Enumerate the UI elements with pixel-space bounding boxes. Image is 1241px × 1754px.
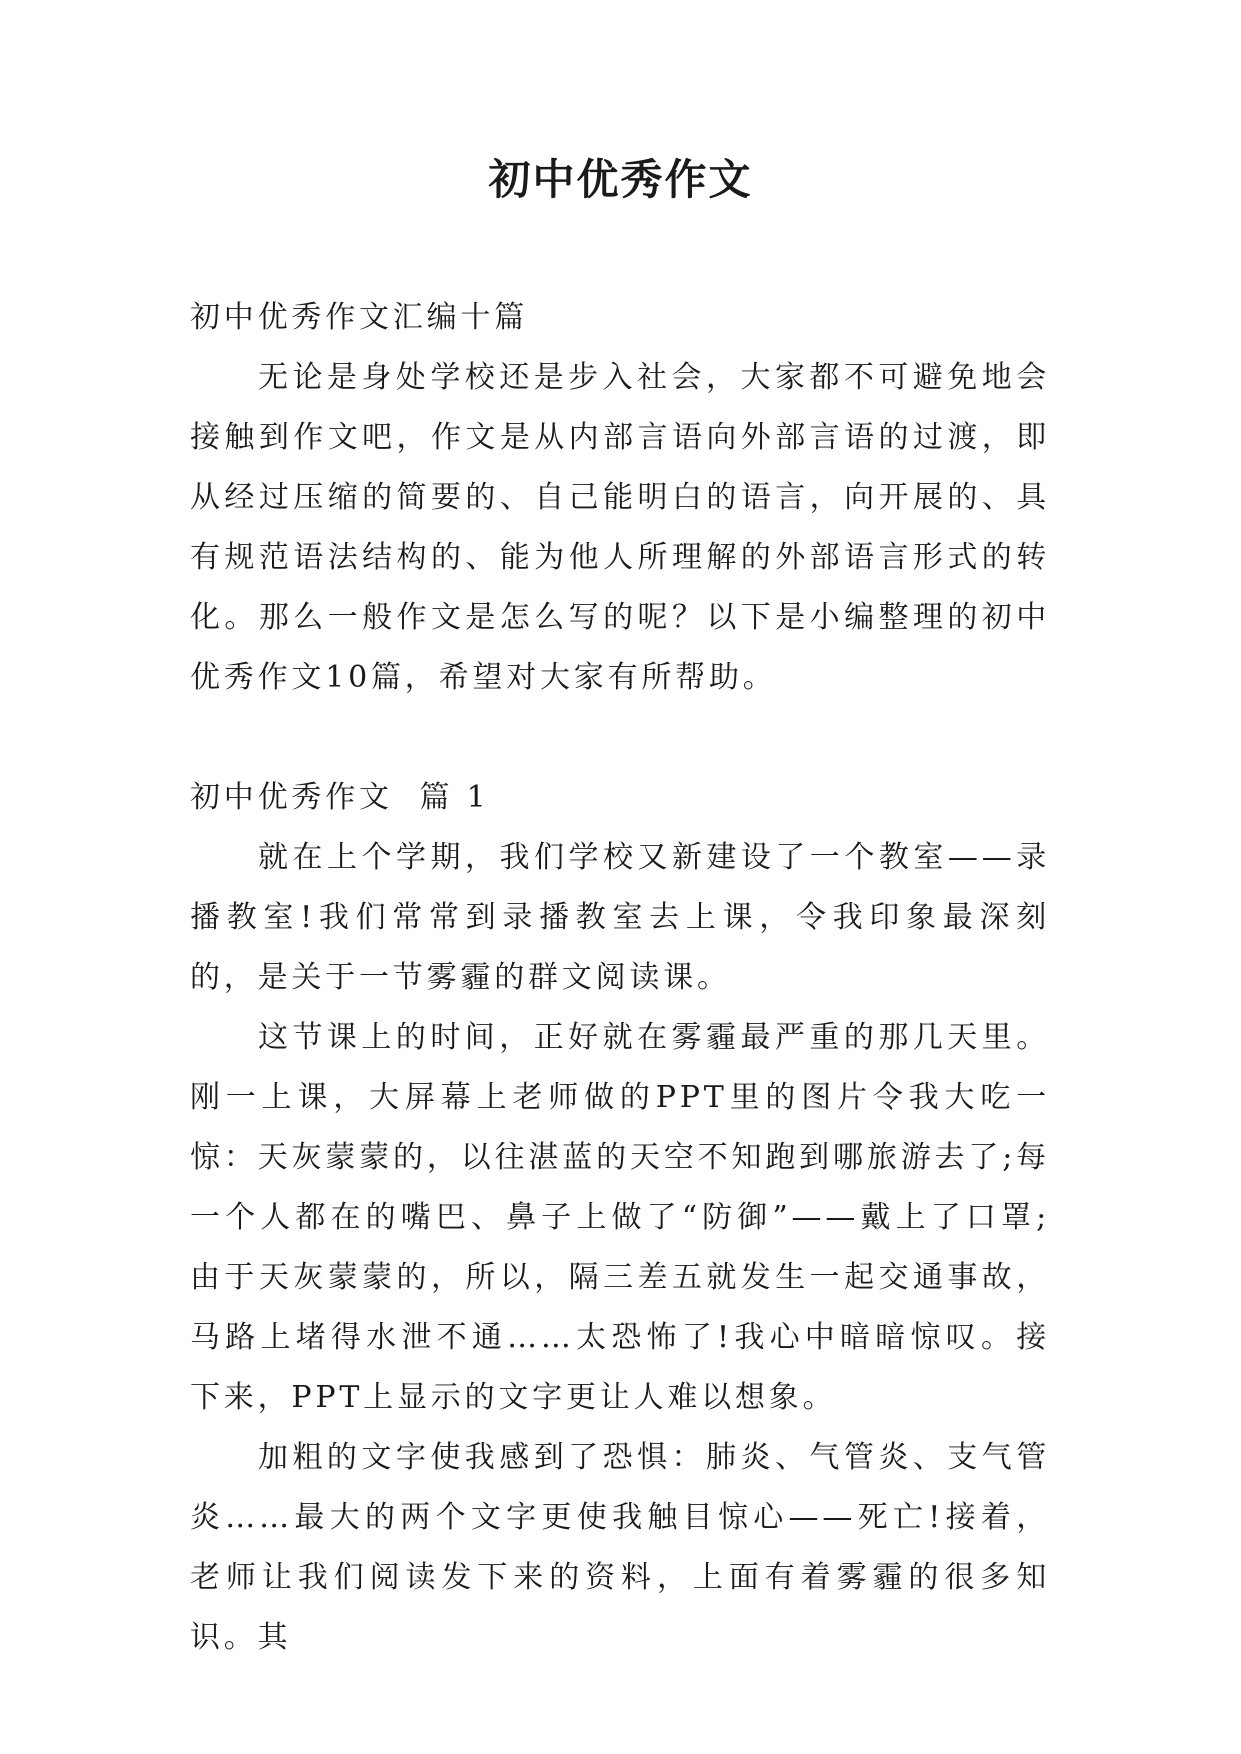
document-title: 初中优秀作文 (488, 155, 753, 204)
body-paragraph: 这节课上的时间，正好就在雾霾最严重的那几天里。刚一上课，大屏幕上老师做的PPT里的图片令我大吃一惊：天灰蒙蒙的，以往湛蓝的天空不知跑到哪旅游去了;每一个人都在的嘴巴、鼻子上做了“防御”——戴上了口罩;由于天灰蒙蒙的，所以，隔三差五就发生一起交通事故，马路上堵得水泄不通……太恐怖了!我心中暗暗惊叹。接下来，PPT上显示的文字更让人难以想象。 (190, 1020, 1050, 1415)
body-paragraph: 就在上个学期，我们学校又新建设了一个教室——录播教室!我们常常到录播教室去上课，令我印象最深刻的，是关于一节雾霾的群文阅读课。 (190, 840, 1050, 995)
intro-paragraph: 无论是身处学校还是步入社会，大家都不可避免地会接触到作文吧，作文是从内部言语向外部言语的过渡，即从经过压缩的简要的、自己能明白的语言，向开展的、具有规范语法结构的、能为他人所理解的外部语言形式的转化。那么一般作文是怎么写的呢？以下是小编整理的初中优秀作文10篇，希望对大家有所帮助。 (190, 360, 1050, 695)
collection-subtitle: 初中优秀作文汇编十篇 (190, 300, 528, 335)
document-body (190, 288, 1050, 1668)
body-paragraph: 加粗的文字使我感到了恐惧：肺炎、气管炎、支气管炎……最大的两个文字更使我触目惊心——死亡!接着，老师让我们阅读发下来的资料，上面有着雾霾的很多知识。其 (190, 1440, 1050, 1655)
section-heading: 初中优秀作文 篇 1 (190, 780, 490, 815)
section-spacer (190, 708, 1050, 768)
